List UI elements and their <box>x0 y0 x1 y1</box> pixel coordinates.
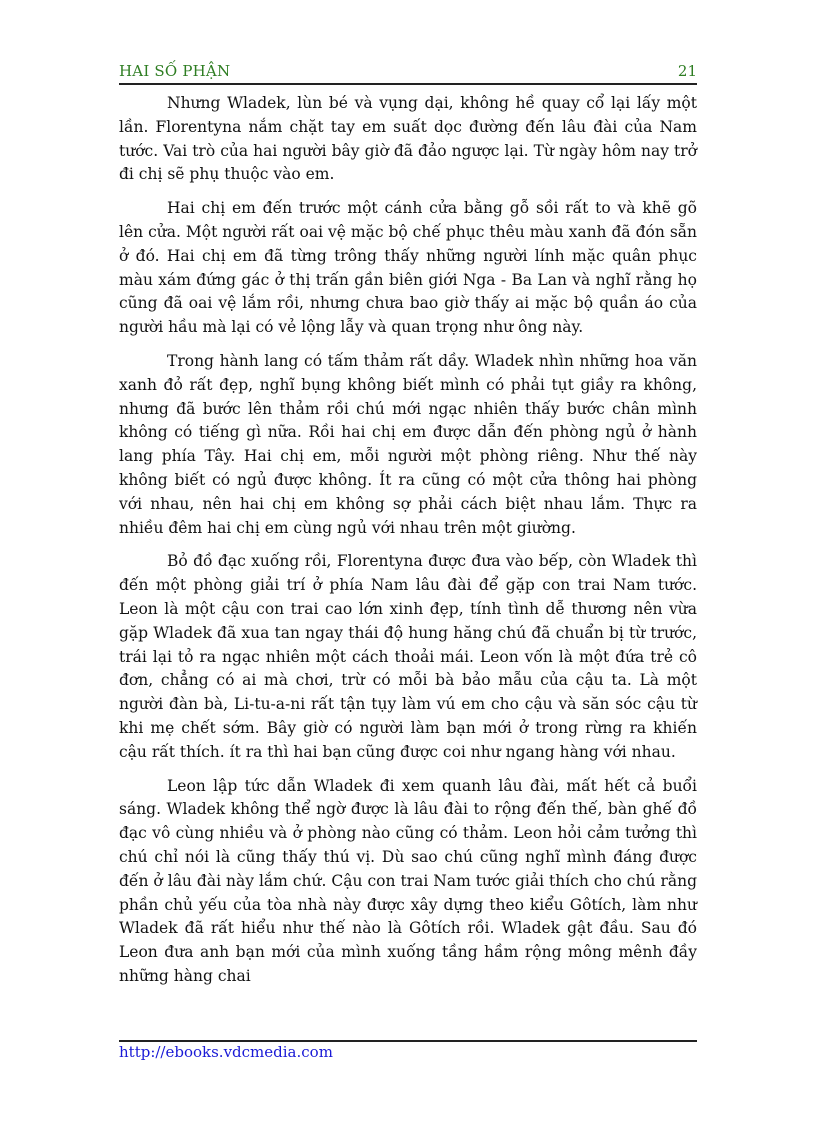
page-body <box>119 92 697 999</box>
paragraph: Nhưng Wladek, lùn bé và vụng dại, không hề quay cổ lại lấy một lần. Florentyna nắm chặt tay em suất dọc đường đến lâu đài của Nam tước. Vai trò của hai người bây giờ đã đảo ngược lại. Từ ngày hôm nay trở đi chị sẽ phụ thuộc vào em. <box>119 94 697 184</box>
paragraph: Hai chị em đến trước một cánh cửa bằng gỗ sồi rất to và khẽ gõ lên cửa. Một người rất oai vệ mặc bộ chế phục thêu màu xanh đã đón sẵn ở đó. Hai chị em đã từng trông thấy những người lính mặc quân phục màu xám đứng gác ở thị trấn gần biên giới Nga - Ba Lan và nghĩ rằng họ cũng đã oai vệ lắm rồi, nhưng chưa bao giờ thấy ai mặc bộ quần áo của người hầu mà lại có vẻ lộng lẫy và quan trọng như ông này. <box>119 199 697 337</box>
page-header <box>119 60 697 84</box>
paragraph: Bỏ đồ đạc xuống rồi, Florentyna được đưa vào bếp, còn Wladek thì đến một phòng giải trí ở phía Nam lâu đài để gặp con trai Nam tước. Leon là một cậu con trai cao lớn xinh đẹp, tính tình dễ thương nên vừa gặp Wladek đã xua tan ngay thái độ hung hăng chú đã chuẩn bị từ trước, trái lại tỏ ra ngạc nhiên một cách thoải mái. Leon vốn là một đứa trẻ cô đơn, chẳng có ai mà chơi, trừ có mỗi bà bảo mẫu của cậu ta. Là một người đàn bà, Li-tu-a-ni rất tận tụy làm vú em cho cậu và săn sóc cậu từ khi mẹ chết sớm. Bây giờ có người làm bạn mới ở trong rừng ra khiến cậu rất thích. ít ra thì hai bạn cũng được coi như ngang hàng với nhau. <box>119 552 697 761</box>
header-divider <box>119 83 697 85</box>
footer-divider <box>119 1040 697 1042</box>
paragraph: Trong hành lang có tấm thảm rất dầy. Wladek nhìn những hoa văn xanh đỏ rất đẹp, nghĩ bụng không biết mình có phải tụt giầy ra không, nhưng đã bước lên thảm rồi chú mới ngạc nhiên thấy bước chân mình không có tiếng gì nữa. Rồi hai chị em được dẫn đến phòng ngủ ở hành lang phía Tây. Hai chị em, mỗi người một phòng riêng. Như thế này không biết có ngủ được không. Ít ra cũng có một cửa thông hai phòng với nhau, nên hai chị em không sợ phải cách biệt nhau lắm. Thực ra nhiều đêm hai chị em cùng ngủ với nhau trên một giường. <box>119 351 697 537</box>
book-title: HAI SỐ PHẬN <box>119 62 231 80</box>
page-number: 21 <box>677 62 697 80</box>
paragraph: Leon lập tức dẫn Wladek đi xem quanh lâu đài, mất hết cả buổi sáng. Wladek không thể ngờ được là lâu đài to rộng đến thế, bàn ghế đồ đạc vô cùng nhiều và ở phòng nào cũng có thảm. Leon hỏi cảm tưởng thì chú chỉ nói là cũng thấy thú vị. Dù sao chú cũng nghĩ mình đáng được đến ở lâu đài này lắm chứ. Cậu con trai Nam tước giải thích cho chú rằng phần chủ yếu của tòa nhà này được xây dựng theo kiểu Gôtích, làm như Wladek đã rất hiểu như thế nào là Gôtích rồi. Wladek gật đầu. Sau đó Leon đưa anh bạn mới của mình xuống tầng hầm rộng mông mênh đầy những hàng chai <box>119 776 697 985</box>
footer-url-link[interactable]: http://ebooks.vdcmedia.com <box>119 1043 333 1061</box>
